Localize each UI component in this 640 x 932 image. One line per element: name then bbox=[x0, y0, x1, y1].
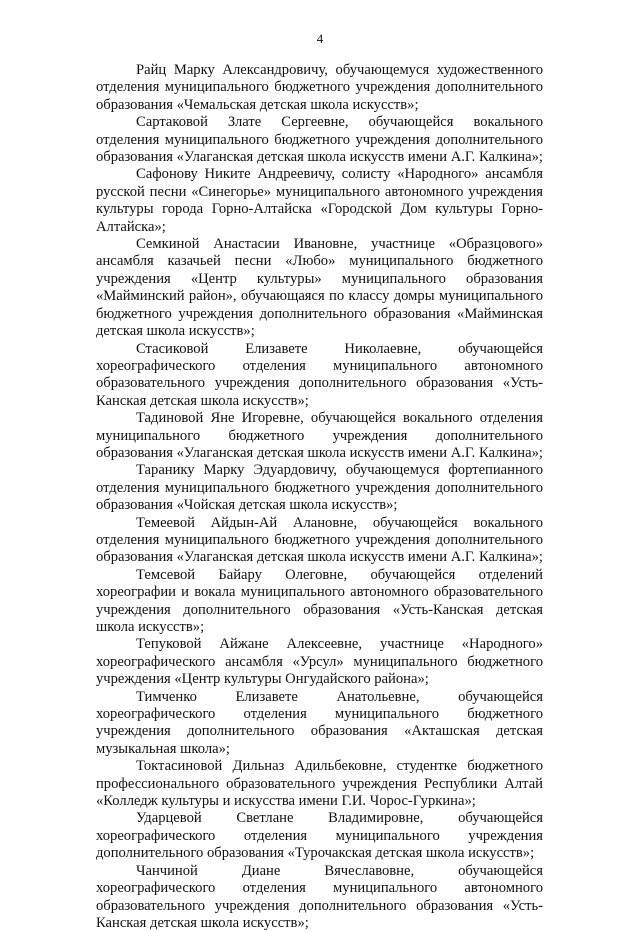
list-item-rajc: Райц Марку Александровичу, обучающемуся художественного отделения муниципального бюджетного учреждения дополнительного образования «Чемальская детская школа искусств»; bbox=[96, 62, 543, 113]
list-item-tepukova: Тепуковой Айжане Алексеевне, участнице «Народного» хореографического ансамбля «Урсул» муниципального бюджетного учреждения «Центр культуры Онгудайского района»; bbox=[96, 636, 543, 688]
list-item-temseva: Темсевой Байару Олеговне, обучающейся отделений хореографии и вокала муниципального автономного образовательного учреждения дополнительного образования «Усть-Канская детская школа искусств»; bbox=[96, 566, 543, 635]
list-item-tadinova: Тадиновой Яне Игоревне, обучающейся вокального отделения муниципального бюджетного учреждения дополнительного образования «Улаганская детская школа искусств имени А.Г. Калкина»; bbox=[96, 410, 543, 461]
list-item-udarceva: Ударцевой Светлане Владимировне, обучающейся хореографического отделения муниципального учреждения дополнительного образования «Турочакская детская школа искусств»; bbox=[96, 810, 543, 862]
list-item-safonov: Сафонову Никите Андреевичу, солисту «Народного» ансамбля русской песни «Синегорье» муниципального автономного учреждения культуры города Горно-Алтайска «Городской Дом культуры Горно-Алтайска»; bbox=[96, 166, 543, 235]
award-list bbox=[96, 62, 543, 932]
list-item-sartakova: Сартаковой Злате Сергеевне, обучающейся вокального отделения муниципального бюджетного учреждения дополнительного образования «Улаганская детская школа искусств имени А.Г. Калкина»; bbox=[96, 114, 543, 166]
list-item-toktasinova: Токтасиновой Дильназ Адильбековне, студентке бюджетного профессионального образовательного учреждения Республики Алтай «Колледж культуры и искусства имени Г.И. Чорос-Гуркина»; bbox=[96, 758, 543, 810]
list-item-stasikova: Стасиковой Елизавете Николаевне, обучающейся хореографического отделения муниципального автономного образовательного учреждения дополнительного образования «Усть-Канская детская школа искусств»; bbox=[96, 340, 543, 409]
list-item-taranik: Таранику Марку Эдуардовичу, обучающемуся фортепианного отделения муниципального бюджетного учреждения дополнительного образования «Чойская детская школа искусств»; bbox=[96, 462, 543, 514]
list-item-chanchina: Чанчиной Диане Вячеславовне, обучающейся хореографического отделения муниципального автономного образовательного учреждения дополнительного образования «Усть-Канская детская школа искусств»; bbox=[96, 862, 543, 931]
list-item-semkina: Семкиной Анастасии Ивановне, участнице «Образцового» ансамбля казачьей песни «Любо» муниципального бюджетного учреждения «Центр культуры» муниципального образования «Майминский район», обучающаяся по классу домры муниципального бюджетного учреждения дополнительного образования «Майминская детская школа искусств»; bbox=[96, 236, 543, 340]
page-number: 4 bbox=[316, 31, 324, 46]
list-item-temeeva: Темеевой Айдын-Ай Алановне, обучающейся вокального отделения муниципального бюджетного учреждения дополнительного образования «Улаганская детская школа искусств имени А.Г. Калкина»; bbox=[96, 514, 543, 566]
list-item-timchenko: Тимченко Елизавете Анатольевне, обучающейся хореографического отделения муниципального бюджетного учреждения дополнительного образования «Акташская детская музыкальная школа»; bbox=[96, 688, 543, 757]
